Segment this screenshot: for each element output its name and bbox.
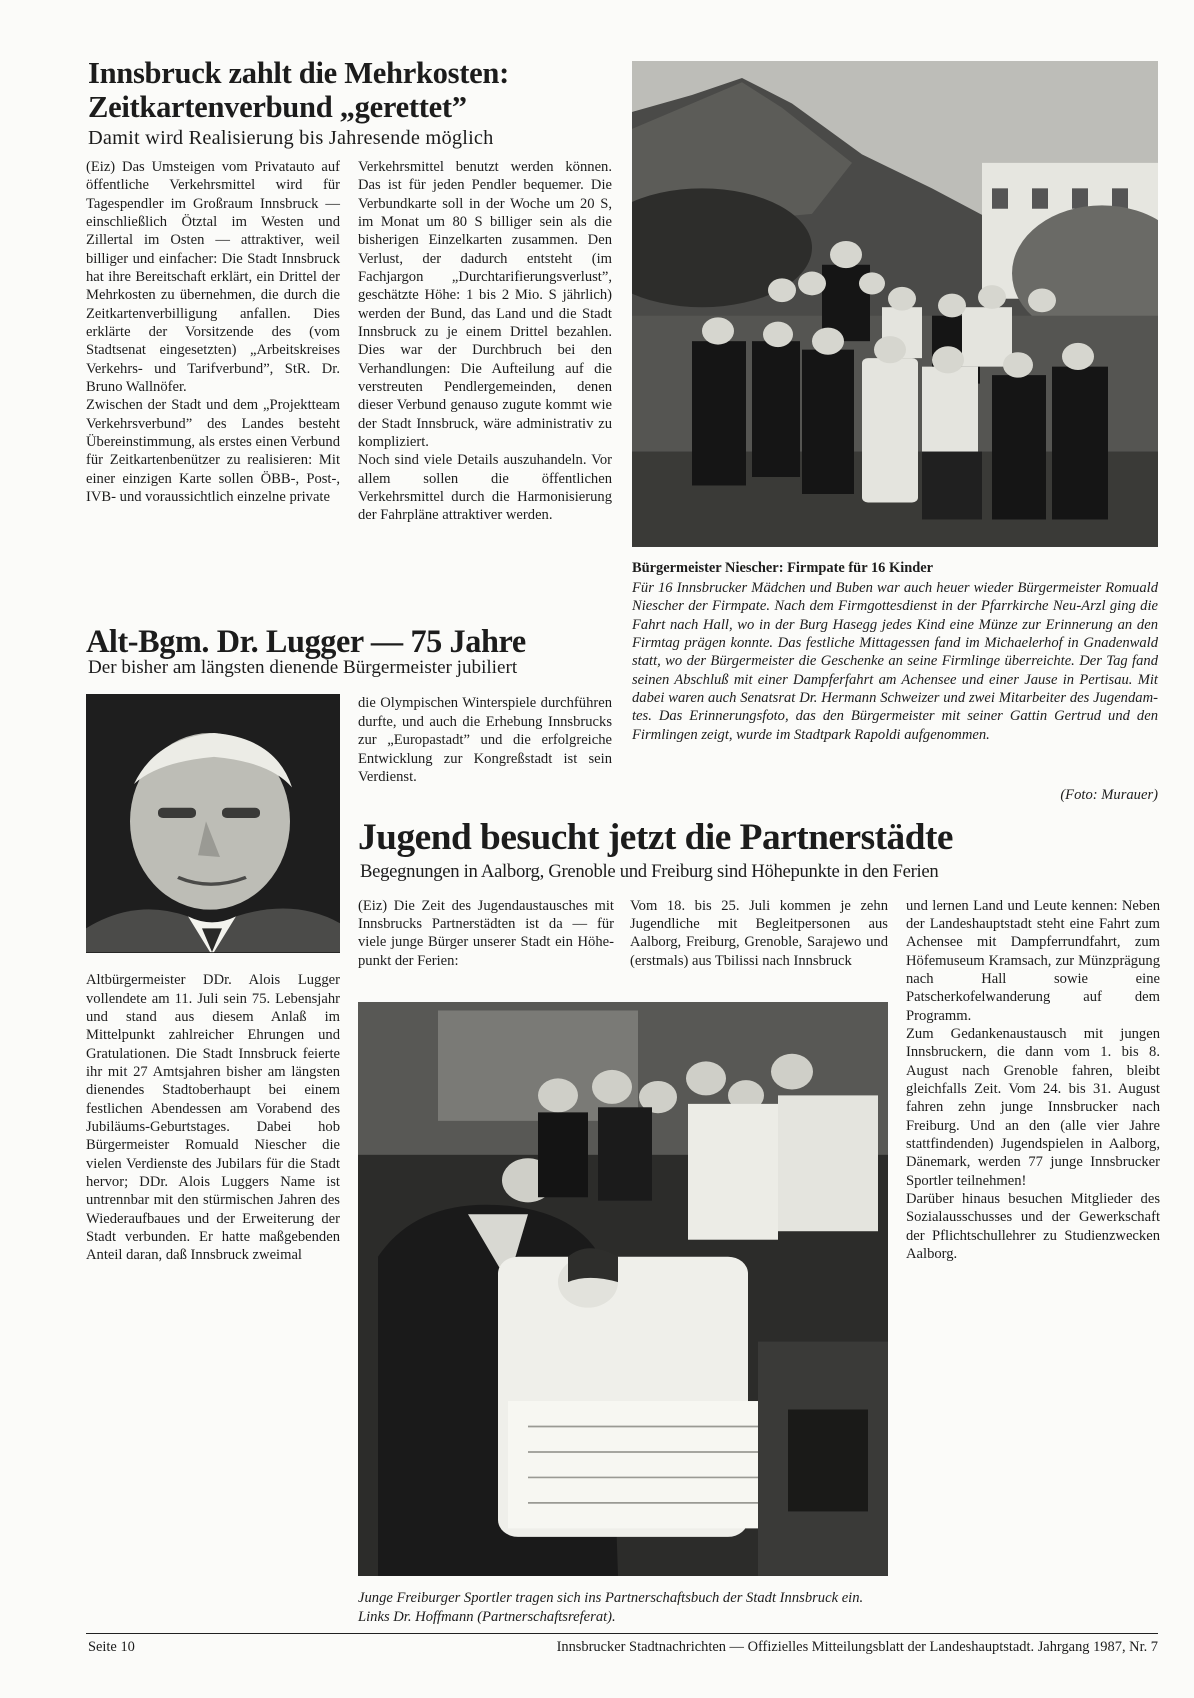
partnership-book-photo	[358, 1002, 888, 1576]
photo3-caption: Junge Freiburger Sportler tragen sich ins Partnerschaftsbuch der Stadt Innsbruck ein. Links Dr. Hoffmann (Partnerschaftsreferat).	[358, 1590, 864, 1625]
article3-column-3	[906, 897, 1160, 1264]
footer-publication-line: Innsbrucker Stadtnachrichten — Offizielles Mitteilungsblatt der Landeshauptstadt. Jahrgang 1987, Nr. 7	[556, 1638, 1158, 1655]
article1-headline-line2: Zeitkartenverbund „gerettet”	[88, 89, 467, 124]
article2-left-column	[86, 971, 340, 1265]
article2-right-text: die Olympischen Winterspiele durchführen durfte, und auch die Erhebung Innsbrucks zur „Europastadt” und die erfolgreiche Entwicklung zur Kongreßstadt ist sein Verdienst.	[358, 695, 612, 785]
article3-column-1	[358, 897, 614, 970]
footer-rule	[86, 1633, 1158, 1634]
article3-col2-text: Vom 18. bis 25. Juli kommen je zehn Jugendliche mit Begleitpersonen aus Aalborg, Freiburg, Grenoble, Sarajewo und (erstmals) aus Tbilissi nach Innsbruck	[630, 897, 888, 969]
article3-column-2	[630, 897, 888, 970]
photo1-caption-text	[632, 579, 1158, 744]
article3-headline: Jugend besucht jetzt die Partnerstädte	[358, 816, 954, 858]
article3-col3-para3: Darüber hinaus besuchen Mitglieder des Sozialausschusses und der Gewerkschaft der Pflichtschullehrer zu Studienzwecken Aalborg.	[906, 1191, 1160, 1263]
article3-col3-para2: Zum Gedankenaustausch mit jungen Innsbruckern, die dann vom 1. bis 8. August nach Grenoble fahren, bleibt gleichfalls Zeit. Vom 24. bis 31. August fahren zehn junge Innsbrucker nach Freiburg. Und an den (alle vier Jahre stattfindenden) Jugendspielen in Aalborg, Dänemark, werden 77 junge Innsbrucker Sportler teilnehmen!	[906, 1025, 1160, 1189]
firmung-group-photo	[632, 61, 1158, 547]
article1-col1-para1: (Eiz) Das Umsteigen vom Privatauto auf öffentliche Verkehrsmittel wird für Tagespendler im Großraum Innsbruck — einschließlich Ötztal im Westen und Zillertal im Osten — attraktiver, weil billiger und einfacher: Die Stadt Innsbruck hat ihre Bereitschaft erklärt, ein Drittel der Mehrkosten zu übernehmen, die durch die Zeitkartenverbilligung anfallen. Dies erklärte der Vorsitzende des (vom Stadtsenat eingesetzten) „Arbeitskreises Verkehrs- und Tarifverbund”, StR. Dr. Bruno Wallnöfer.	[86, 158, 340, 396]
photo1-credit: (Foto: Murauer)	[1060, 787, 1158, 804]
article3-subheadline: Begegnungen in Aalborg, Grenoble und Freiburg sind Höhepunkte in den Ferien	[360, 860, 939, 882]
article2-right-column	[358, 694, 612, 786]
footer-page-number: Seite 10	[88, 1638, 135, 1655]
photo1-caption-body: Für 16 Innsbrucker Mädchen und Buben war auch heuer wieder Bürgermeister Romuald Niescher der Firmpate. Nach dem Firmgottesdienst in der Pfarrkirche Neu-Arzl ging die Fahrt nach Hall, wo in der Burg Hasegg jedes Kind eine Münze zur Erinnerung an den Firmtag prägen konnte. Das festliche Mittagessen fand im Michaelerhof in Gnadenwald statt, wo der Bürgermeister die Geschenke an seine Firmlinge überreichte. Der Tag fand seinen Abschluß mit einer Dampferfahrt am Achensee und einer Jause in Pertisau. Mit dabei waren auch Senatsrat Dr. Hermann Schweizer und zwei Mitarbeiter des Jugendamtes. Das Erinnerungsfoto, das den Bürgermeister mit seiner Gattin Gertrud und den Firmlingen zeigt, wurde im Stadtpark Rapoldi aufgenommen.	[632, 580, 1158, 743]
lugger-portrait-photo	[86, 694, 340, 952]
article1-column-2	[358, 158, 612, 525]
article2-subheadline: Der bisher am längsten dienende Bürgermeister jubiliert	[88, 657, 518, 679]
article3-col3-para1: und lernen Land und Leute kennen: Neben der Landeshauptstadt steht eine Fahrt zum Achensee mit Dampferrundfahrt, zum Höfemuseum Kramsach, zur Münzprägung nach Hall sowie eine Patscherkofelwanderung auf dem Programm.	[906, 897, 1160, 1024]
article1-headline-line1: Innsbruck zahlt die Mehrkosten:	[88, 56, 509, 91]
article3-col1-text: (Eiz) Die Zeit des Jugendaustausches mit Innsbrucks Partnerstädten ist da — für viele junge Bürger unserer Stadt ein Höhepunkt der Ferien:	[358, 897, 614, 969]
photo1-caption-title: Bürgermeister Niescher: Firmpate für 16 Kinder	[632, 560, 934, 577]
article2-headline: Alt-Bgm. Dr. Lugger — 75 Jahre	[86, 623, 526, 660]
article1-col2-para2: Noch sind viele Details auszuhandeln. Vor allem sollen die öffentlichen Verkehrsmittel durch die Harmonisierung der Fahrpläne attraktiver werden.	[358, 452, 612, 524]
article1-col2-para1: Verkehrsmittel benutzt werden können. Das ist für jeden Pendler bequemer. Die Verbundkarte soll in der Woche um 20 S, im Monat um 80 S billiger sein als die bisherigen Einzelkarten zusammen. Den Verlust, der dadurch entsteht (im Fachjargon „Durchtarifierungsverlust”, geschätzte Höhe: 1 bis 2 Mio. S jährlich) werden der Bund, das Land und die Stadt Innsbruck zu je einem Drittel bezahlen. Dies war der Durchbruch bei den Verhandlungen: Die Aufteilung auf die verstreuten Pendlergemeinden, denen dieser Verbund genauso zugute kommt wie der Stadt Innsbruck, wäre administrativ zu kompliziert.	[358, 158, 612, 451]
article2-body-text: Altbürgermeister DDr. Alois Lugger vollendete am 11. Juli sein 75. Lebensjahr und stand aus diesem Anlaß im Mittelpunkt zahlreicher Ehrungen und Gratulationen. Die Stadt Innsbruck feierte ihr mit 27 Amtsjahren bisher am längsten dienendes Stadtoberhaupt bei einem festlichen Abendessen am Vorabend des Jubiläums-Geburtstages. Dabei hob Bürgermeister Romuald Niescher die vielen Verdienste des Jubilars für die Stadt hervor; DDr. Alois Luggers Name ist untrennbar mit den stürmischen Jahren des Wiederaufbaues und der Erweiterung der Stadt verbunden. Er hatte maßgebenden Anteil daran, daß Innsbruck zweimal	[86, 972, 340, 1264]
article1-subheadline: Damit wird Realisierung bis Jahresende möglich	[88, 126, 494, 149]
article1-col1-para2: Zwischen der Stadt und dem „Projektteam Verkehrsverbund” des Landes besteht Übereinstimmung, als erstes einen Verbund für Zeitkartenbenützer zu realisieren: Mit einer einzigen Karte sollen ÖBB-, Post-, IVB- und voraussichtlich einzelne private	[86, 397, 340, 506]
article1-column-1	[86, 158, 340, 507]
